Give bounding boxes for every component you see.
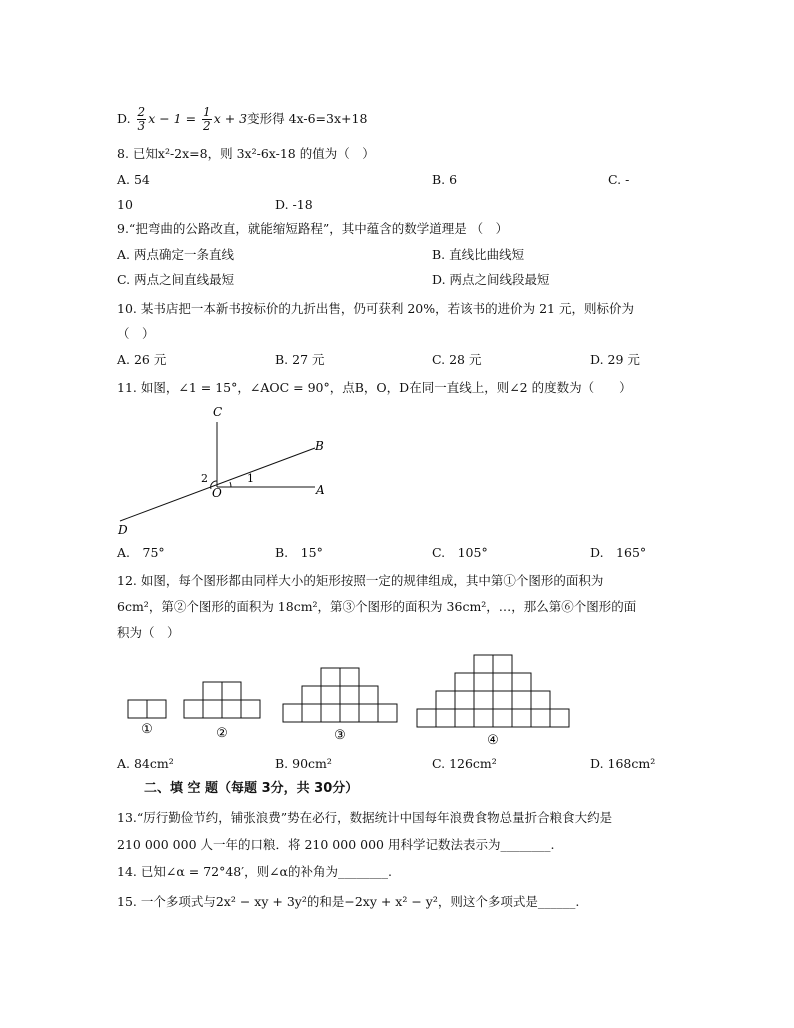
- q12-stem-2: 6cm²，第②个图形的面积为 18cm²，第③个图形的面积为 36cm²，…，那么第⑥个图形的面: [117, 599, 637, 614]
- label-angle-2: 2: [201, 472, 208, 485]
- grid-cell: [493, 673, 512, 691]
- grid-cell: [493, 709, 512, 727]
- q11-option-a: A. 75°: [117, 545, 165, 560]
- q9-option-a: A. 两点确定一条直线: [117, 247, 234, 262]
- equation-middle: x − 1 =: [148, 111, 197, 126]
- grid-cell: [531, 709, 550, 727]
- grid-cell: [493, 691, 512, 709]
- grid-cell: [417, 709, 436, 727]
- q8-option-b: B. 6: [432, 172, 458, 187]
- q8-stem: 8. 已知x²-2x=8，则 3x²-6x-18 的值为（ ）: [117, 146, 375, 161]
- grid-cell: [531, 691, 550, 709]
- grid-cell: [455, 673, 474, 691]
- label-d: D: [118, 523, 128, 537]
- grid-cell: [474, 709, 493, 727]
- q10-stem: 10. 某书店把一本新书按标价的九折出售，仍可获利 20%，若该书的进价为 21 元，则标价为: [117, 301, 634, 316]
- grid-cell: [321, 686, 340, 704]
- label-angle-1: 1: [247, 472, 254, 485]
- q12-option-a: A. 84cm²: [117, 756, 174, 771]
- label-c: C: [213, 405, 223, 419]
- grid-cell: [184, 700, 203, 718]
- grid-cell: [474, 655, 493, 673]
- grid-cell: [512, 691, 531, 709]
- q8-option-a: A. 54: [117, 172, 150, 187]
- grid-cell: [359, 704, 378, 722]
- q8-option-d: D. -18: [275, 197, 313, 212]
- q12-stem-3: 积为（ ）: [117, 625, 180, 640]
- grid-cell: [321, 704, 340, 722]
- grid-cell: [455, 709, 474, 727]
- q12-option-b: B. 90cm²: [275, 756, 332, 771]
- q15: 15. 一个多项式与2x² − xy + 3y²的和是−2xy + x² − y²，则这个多项式是______.: [117, 894, 580, 909]
- grid-cell: [321, 668, 340, 686]
- q13-line-1: 13.“厉行勤俭节约，铺张浪费”势在必行，数据统计中国每年浪费食物总量折合粮食大约是: [117, 810, 613, 825]
- rectangle-grids: [128, 655, 569, 727]
- q14: 14. 已知∠α = 72°48′，则∠α的补角为________.: [117, 864, 392, 879]
- grid-cell: [241, 700, 260, 718]
- grid-cell: [128, 700, 147, 718]
- option-letter: D.: [117, 111, 131, 126]
- grid-cell: [147, 700, 166, 718]
- grid-cell: [474, 673, 493, 691]
- angle-1-arc: [230, 482, 231, 487]
- q9-option-b: B. 直线比曲线短: [432, 247, 525, 262]
- grid-cell: [203, 682, 222, 700]
- q8-option-c-cont: 10: [117, 197, 133, 212]
- grid-cell: [283, 704, 302, 722]
- figure-label-3: ③: [334, 728, 346, 743]
- grid-cell: [455, 691, 474, 709]
- grid-cell: [378, 704, 397, 722]
- q10-option-d: D. 29 元: [590, 352, 640, 367]
- q12-option-c: C. 126cm²: [432, 756, 497, 771]
- grid-cell: [222, 700, 241, 718]
- label-o: O: [212, 486, 222, 500]
- grid-cell: [302, 686, 321, 704]
- q11-option-b: B. 15°: [275, 545, 323, 560]
- grid-cell: [340, 668, 359, 686]
- grid-cell: [203, 700, 222, 718]
- label-b: B: [315, 439, 324, 453]
- grid-cell: [493, 655, 512, 673]
- q11-option-d: D. 165°: [590, 545, 647, 560]
- grid-cell: [436, 709, 455, 727]
- grid-cell: [512, 709, 531, 727]
- grid-cell: [302, 704, 321, 722]
- equation-end: x + 3: [213, 111, 248, 126]
- q10-stem-cont: （ ）: [117, 326, 155, 341]
- angle-figure: [110, 400, 350, 540]
- q13-line-2: 210 000 000 人一年的口粮．将 210 000 000 用科学记数法表示为________.: [117, 837, 555, 852]
- grid-cell: [359, 686, 378, 704]
- figure-label-4: ④: [487, 733, 499, 748]
- section-title: 二、填 空 题（每题 3分，共 30分）: [144, 781, 359, 796]
- fraction-2-3: $\frac{2}{3}$: [137, 105, 146, 133]
- q9-stem: 9.“把弯曲的公路改直，就能缩短路程”，其中蕴含的数学道理是 （ ）: [117, 221, 509, 236]
- q11-stem: 11. 如图，∠1 = 15°，∠AOC = 90°，点B，O，D在同一直线上，则∠2 的度数为（ ）: [117, 380, 632, 395]
- q12-option-d: D. 168cm²: [590, 756, 656, 771]
- grid-cell: [474, 691, 493, 709]
- q10-option-b: B. 27 元: [275, 352, 325, 367]
- grid-cell: [550, 709, 569, 727]
- q11-option-c: C. 105°: [432, 545, 488, 560]
- label-a: A: [316, 483, 325, 497]
- grid-cell: [340, 686, 359, 704]
- q10-option-a: A. 26 元: [117, 352, 167, 367]
- grid-cell: [340, 704, 359, 722]
- q9-option-c: C. 两点之间直线最短: [117, 272, 235, 287]
- grid-cell: [436, 691, 455, 709]
- q12-stem-1: 12. 如图，每个图形都由同样大小的矩形按照一定的规律组成，其中第①个图形的面积为: [117, 573, 604, 588]
- q7-option-d: [117, 106, 367, 133]
- grid-cell: [512, 673, 531, 691]
- figure-label-2: ②: [216, 726, 228, 741]
- figure-label-1: ①: [141, 722, 153, 737]
- q7d-text: 变形得 4x-6=3x+18: [247, 111, 368, 126]
- grid-cell: [222, 682, 241, 700]
- fraction-1-2: $\frac{1}{2}$: [203, 105, 211, 133]
- pattern-figures: [110, 645, 580, 750]
- q8-option-c: C. -: [608, 172, 630, 187]
- q9-option-d: D. 两点之间线段最短: [432, 272, 550, 287]
- q10-option-c: C. 28 元: [432, 352, 482, 367]
